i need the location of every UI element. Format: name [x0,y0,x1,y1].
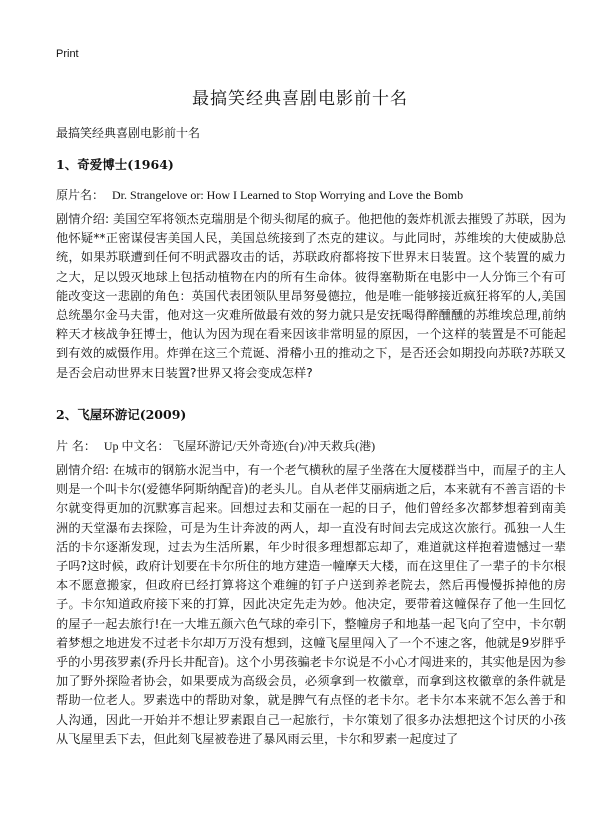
page-title: 最搞笑经典喜剧电影前十名 [192,89,408,109]
synopsis-paragraph: 剧情介绍: 美国空军将领杰克瑞朋是个彻头彻尾的疯子。他把他的轰炸机派去摧毁了苏联，因为他怀疑**正密谋侵害美国人民，美国总统接到了杰克的建议。与此同时，苏维埃的大使威胁总统，如果苏联遭到任何不明武器攻击的话，苏联政府都将按下世界末日装置。这个装置的威力之大，足以毁灭地球上包括动植物在内的所有生命体。彼得塞勒斯在电影中一人分饰三个有可能改变这一悲剧的角色：英国代表团领队里昂努曼德拉，他是唯一能够接近疯狂将军的人,美国总统墨尔金马夫雷，他对这一灾难所做最有效的努力就只是安抚喝得醉醺醺的苏维埃总理,前纳粹天才核战争狂博士，他认为因为现在看来因该非常明显的原因，一个这样的装置是不可能起到有效的威慑作用。炸弹在这三个荒诞、滑稽小丑的推动之下，是否还会如期投向苏联?苏联又是否会启动世界末日装置?世界又将会变成怎样? [56,212,566,380]
field-value: Dr. Strangelove or: How I Learned to Stop Worrying and Love the Bomb [112,188,464,202]
print-link[interactable]: Print [56,48,79,60]
field-value: Up 中文名： 飞屋环游记/天外奇迹(台)/冲天救兵(港) [103,439,376,453]
section-heading: 2、飞屋环游记(2009) [56,407,187,422]
page-subtitle: 最搞笑经典喜剧电影前十名 [56,126,201,140]
original-title-field [56,186,463,203]
section-heading: 1、奇爱博士(1964) [56,157,174,172]
synopsis-paragraph: 剧情介绍: 在城市的钢筋水泥当中，有一个老气横秋的屋子坐落在大厦楼群当中，而屋子的主人则是一个叫卡尔(爱德华阿斯纳配音)的老头儿。自从老伴艾丽病逝之后，本来就有不善言语的卡尔就变得更加的沉默寡言起来。回想过去和艾丽在一起的日子，他们曾经多次都梦想着到南美洲的天堂瀑布去探险，可是为生计奔波的两人，却一直没有时间去完成这次旅行。孤独一人生活的卡尔逐渐发现，过去为生活所累，年少时很多理想都忘却了，难道就这样抱着遗憾过一辈子吗?这时候，政府计划要在卡尔所住的地方建造一幢摩天大楼，而在这里住了一辈子的卡尔根本不愿意搬家，但政府已经打算将这个难缠的钉子户送到养老院去，然后再慢慢拆掉他的房子。卡尔知道政府接下来的打算，因此决定先走为妙。他决定，要带着这幢保存了他一生回忆的屋子一起去旅行!在一大堆五颜六色气球的牵引下，整幢房子和地基一起飞向了空中，卡尔朝着梦想之地进发不过老卡尔却万万没有想到，这幢飞屋里闯入了一个不速之客，他就是9岁胖乎乎的小男孩罗素(乔丹长井配音)。这个小男孩骗老卡尔说是不小心才闯进来的，其实他是因为参加了野外探险者协会，如果要成为高级会员，必须拿到一枚徽章，而拿到这枚徽章的条件就是帮助一位老人。罗素选中的帮助对象，就是脾气有点怪的老卡尔。老卡尔本来就不怎么善于和人沟通，因此一开始并不想让罗素跟自己一起旅行，卡尔策划了很多办法想把这个讨厌的小孩从飞屋里丢下去，但此刻飞屋被卷进了暴风雨云里，卡尔和罗素一起度过了 [56,463,566,746]
field-label: 片 名： [56,439,96,453]
title-field [56,437,375,454]
field-label: 原片名： [56,188,105,202]
